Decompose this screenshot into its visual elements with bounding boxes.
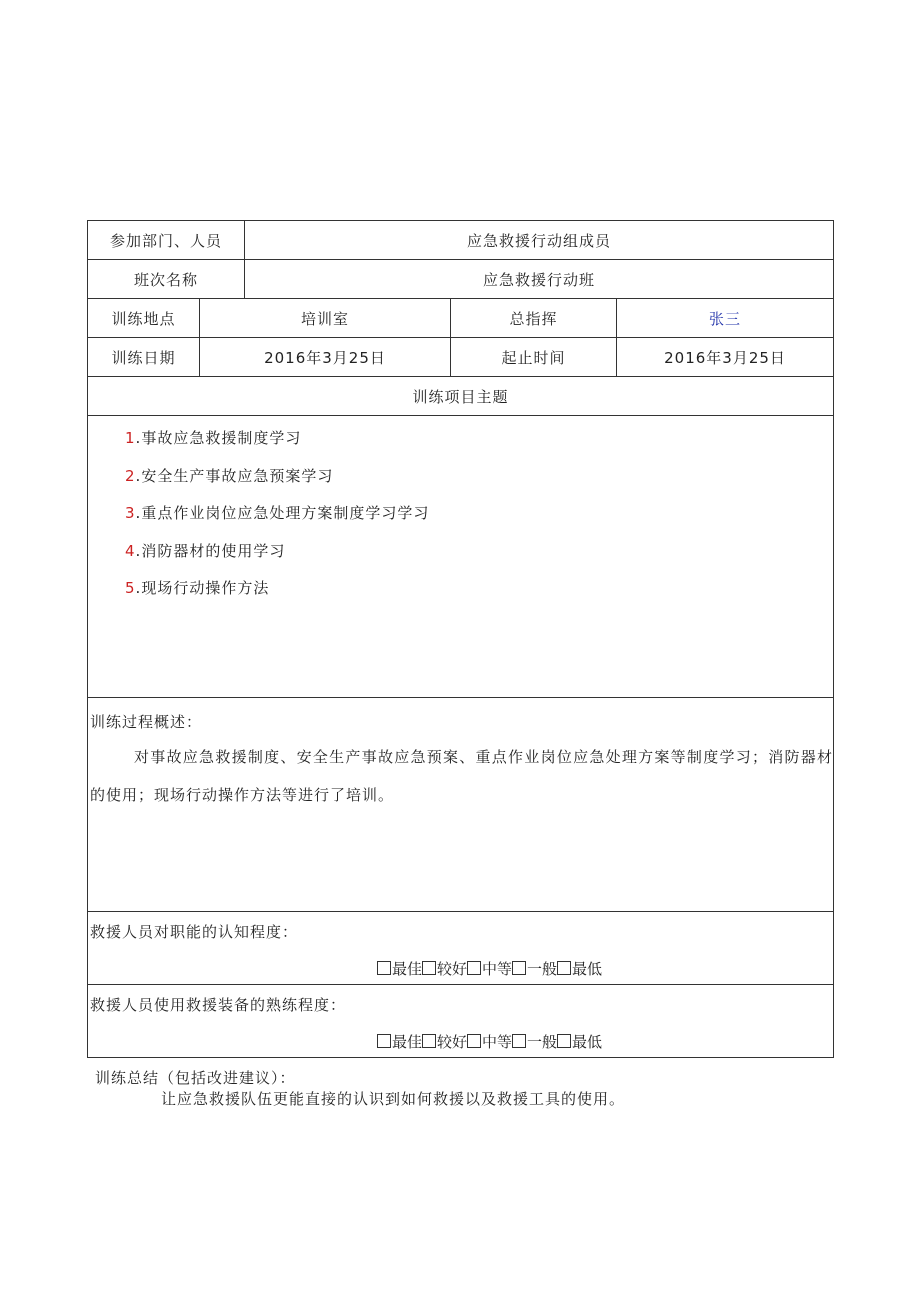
topic-number: 4 bbox=[125, 541, 136, 560]
checkbox[interactable] bbox=[557, 1034, 571, 1048]
checkbox[interactable] bbox=[512, 1034, 526, 1048]
topic-item bbox=[88, 570, 833, 608]
topic-number: 1 bbox=[125, 429, 136, 447]
checkbox[interactable] bbox=[512, 961, 526, 975]
date-value: 2016年3月25日 bbox=[200, 338, 451, 377]
option-label: 最佳 bbox=[391, 1033, 422, 1051]
topic-item bbox=[88, 495, 833, 533]
cognition-options bbox=[88, 958, 833, 979]
topic-number: 3 bbox=[125, 504, 136, 522]
topic-text: .重点作业岗位应急处理方案制度学习学习 bbox=[135, 504, 430, 522]
topic-text: .现场行动操作方法 bbox=[135, 579, 270, 597]
class-name-value: 应急救援行动班 bbox=[245, 260, 834, 299]
checkbox[interactable] bbox=[422, 961, 436, 975]
option-label: 最低 bbox=[572, 1033, 603, 1051]
topic-text: .消防器材的使用学习 bbox=[135, 541, 286, 560]
participants-value: 应急救援行动组成员 bbox=[245, 221, 834, 260]
option-label: 较好 bbox=[437, 960, 468, 978]
process-body: 对事故应急救援制度、安全生产事故应急预案、重点作业岗位应急处理方案等制度学习；消防器材的使用；现场行动操作方法等进行了培训。 bbox=[90, 748, 834, 804]
topic-text: .安全生产事故应急预案学习 bbox=[135, 466, 334, 485]
period-label: 起止时间 bbox=[451, 338, 617, 377]
training-record-table bbox=[87, 220, 834, 1058]
topic-item bbox=[88, 533, 833, 571]
class-name-label: 班次名称 bbox=[88, 260, 245, 299]
topic-number: 5 bbox=[125, 579, 136, 597]
summary-body: 让应急救援队伍更能直接的认识到如何救援以及救援工具的使用。 bbox=[161, 1090, 626, 1108]
proficiency-options bbox=[88, 1031, 833, 1052]
commander-value: 张三 bbox=[617, 299, 834, 338]
topic-text: .事故应急救援制度学习 bbox=[135, 429, 302, 447]
date-label: 训练日期 bbox=[88, 338, 200, 377]
process-label: 训练过程概述： bbox=[90, 713, 203, 731]
topic-item bbox=[88, 458, 833, 496]
option-label: 一般 bbox=[527, 1033, 558, 1051]
checkbox[interactable] bbox=[422, 1034, 436, 1048]
checkbox[interactable] bbox=[377, 1034, 391, 1048]
proficiency-cell bbox=[88, 985, 834, 1058]
summary-label: 训练总结（包括改进建议）： bbox=[95, 1069, 296, 1087]
checkbox[interactable] bbox=[467, 1034, 481, 1048]
period-value: 2016年3月25日 bbox=[617, 338, 834, 377]
cognition-question: 救援人员对职能的认知程度： bbox=[90, 923, 299, 941]
option-label: 中等 bbox=[482, 960, 513, 978]
checkbox[interactable] bbox=[377, 961, 391, 975]
topic-item bbox=[88, 420, 833, 458]
location-value: 培训室 bbox=[200, 299, 451, 338]
option-label: 最低 bbox=[572, 960, 603, 978]
process-cell bbox=[88, 698, 834, 912]
checkbox[interactable] bbox=[557, 961, 571, 975]
commander-label: 总指挥 bbox=[451, 299, 617, 338]
topics-header: 训练项目主题 bbox=[88, 377, 834, 416]
participants-label: 参加部门、人员 bbox=[88, 221, 245, 260]
topic-number: 2 bbox=[125, 466, 136, 485]
proficiency-question: 救援人员使用救援装备的熟练程度： bbox=[90, 996, 347, 1014]
cognition-cell bbox=[88, 912, 834, 985]
location-label: 训练地点 bbox=[88, 299, 200, 338]
option-label: 中等 bbox=[482, 1033, 513, 1051]
option-label: 较好 bbox=[437, 1033, 468, 1051]
checkbox[interactable] bbox=[467, 961, 481, 975]
option-label: 一般 bbox=[527, 960, 558, 978]
topics-list bbox=[88, 416, 834, 698]
option-label: 最佳 bbox=[391, 960, 422, 978]
